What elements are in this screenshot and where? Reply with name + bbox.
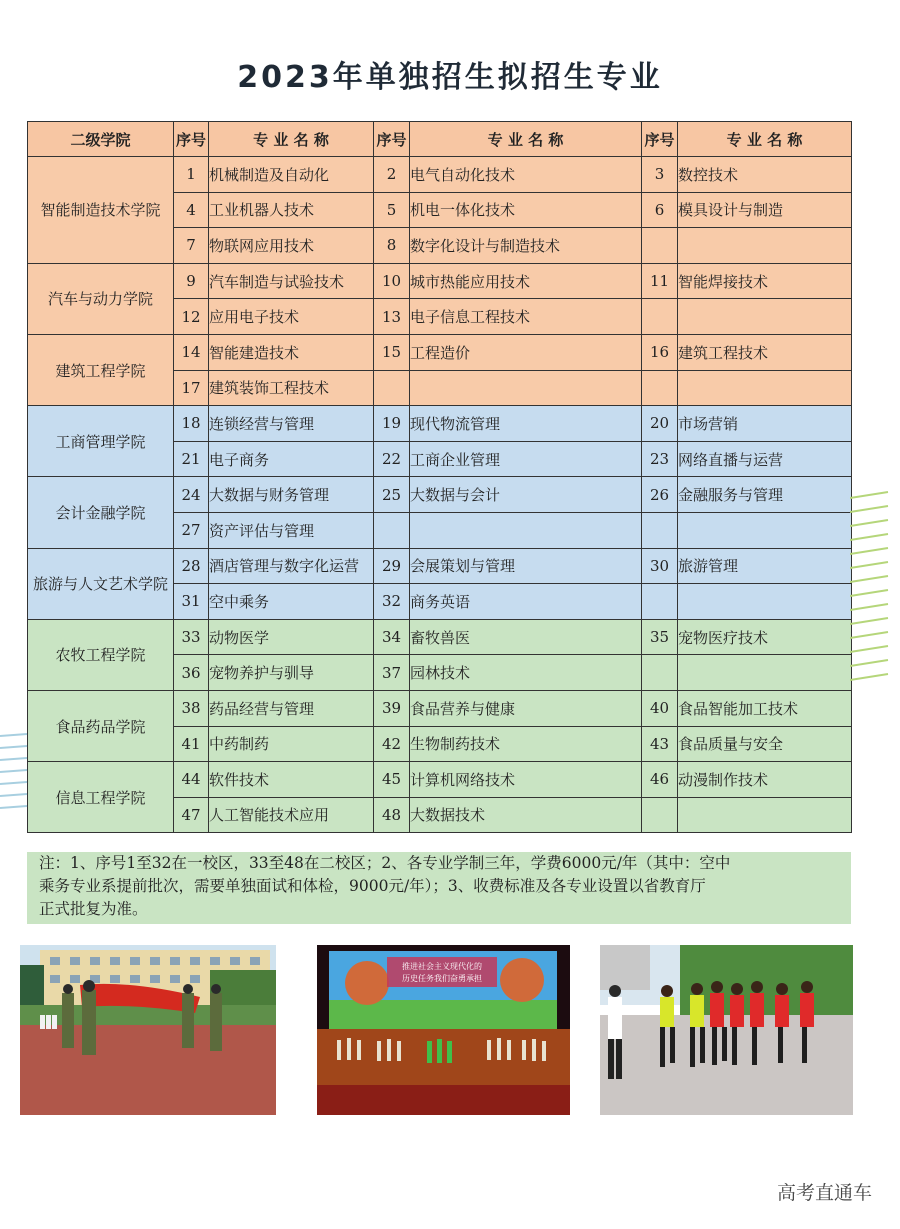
major-name-cell: 金融服务与管理	[678, 477, 852, 513]
college-cell: 智能制造技术学院	[28, 157, 174, 264]
table-row	[28, 334, 852, 370]
major-name-cell: 旅游管理	[678, 548, 852, 584]
header-college: 二级学院	[28, 122, 174, 157]
header-major-3: 专 业 名 称	[678, 122, 852, 157]
watermark: 高考直通车	[776, 1182, 872, 1204]
major-number-cell: 6	[642, 192, 678, 228]
major-number-cell: 36	[174, 655, 209, 691]
decorative-stripes-right	[850, 490, 890, 700]
major-number-cell: 4	[174, 192, 209, 228]
table-row	[28, 477, 852, 513]
major-name-cell: 食品智能加工技术	[678, 690, 852, 726]
major-name-cell	[678, 512, 852, 548]
major-name-cell	[678, 299, 852, 335]
major-name-cell: 生物制药技术	[410, 726, 642, 762]
major-name-cell: 中药制药	[209, 726, 374, 762]
stage-banner-line-2: 历史任务我们奋勇承担	[402, 974, 482, 983]
major-name-cell: 应用电子技术	[209, 299, 374, 335]
major-number-cell: 20	[642, 406, 678, 442]
table-row	[28, 548, 852, 584]
major-number-cell: 35	[642, 619, 678, 655]
major-name-cell	[678, 228, 852, 264]
major-name-cell: 畜牧兽医	[410, 619, 642, 655]
major-name-cell: 电子商务	[209, 441, 374, 477]
page-title: 2023年单独招生拟招生专业	[237, 60, 663, 95]
major-number-cell: 9	[174, 263, 209, 299]
major-number-cell: 12	[174, 299, 209, 335]
major-number-cell: 28	[174, 548, 209, 584]
major-number-cell: 38	[174, 690, 209, 726]
college-cell: 汽车与动力学院	[28, 263, 174, 334]
major-name-cell: 智能焊接技术	[678, 263, 852, 299]
major-number-cell: 3	[642, 157, 678, 193]
major-name-cell	[678, 584, 852, 620]
major-name-cell: 数字化设计与制造技术	[410, 228, 642, 264]
major-number-cell: 5	[374, 192, 410, 228]
major-number-cell	[642, 584, 678, 620]
major-number-cell: 22	[374, 441, 410, 477]
header-num-1: 序号	[174, 122, 209, 157]
major-name-cell: 宠物养护与驯导	[209, 655, 374, 691]
major-name-cell: 计算机网络技术	[410, 762, 642, 798]
stage-banner-line-1: 推进社会主义现代化的	[402, 962, 482, 971]
major-name-cell: 食品营养与健康	[410, 690, 642, 726]
major-number-cell	[642, 655, 678, 691]
major-name-cell: 模具设计与制造	[678, 192, 852, 228]
major-name-cell: 智能建造技术	[209, 334, 374, 370]
major-number-cell: 18	[174, 406, 209, 442]
major-name-cell: 空中乘务	[209, 584, 374, 620]
major-name-cell: 工商企业管理	[410, 441, 642, 477]
major-name-cell: 会展策划与管理	[410, 548, 642, 584]
college-cell: 工商管理学院	[28, 406, 174, 477]
major-number-cell	[642, 299, 678, 335]
major-name-cell: 汽车制造与试验技术	[209, 263, 374, 299]
major-number-cell: 7	[174, 228, 209, 264]
major-number-cell: 42	[374, 726, 410, 762]
major-number-cell: 2	[374, 157, 410, 193]
major-number-cell: 41	[174, 726, 209, 762]
major-name-cell: 市场营销	[678, 406, 852, 442]
major-name-cell: 城市热能应用技术	[410, 263, 642, 299]
college-cell: 食品药品学院	[28, 690, 174, 761]
major-number-cell: 25	[374, 477, 410, 513]
major-number-cell: 13	[374, 299, 410, 335]
major-name-cell: 食品质量与安全	[678, 726, 852, 762]
college-cell: 会计金融学院	[28, 477, 174, 548]
major-number-cell: 45	[374, 762, 410, 798]
major-name-cell: 大数据与财务管理	[209, 477, 374, 513]
major-number-cell: 32	[374, 584, 410, 620]
footnote	[27, 852, 851, 924]
major-number-cell: 11	[642, 263, 678, 299]
major-number-cell: 46	[642, 762, 678, 798]
major-number-cell: 30	[642, 548, 678, 584]
major-number-cell	[642, 797, 678, 833]
major-name-cell	[678, 797, 852, 833]
major-number-cell: 8	[374, 228, 410, 264]
major-number-cell	[642, 228, 678, 264]
major-number-cell: 17	[174, 370, 209, 406]
major-name-cell: 工程造价	[410, 334, 642, 370]
table-header-row	[28, 122, 852, 157]
major-number-cell: 34	[374, 619, 410, 655]
major-name-cell: 酒店管理与数字化运营	[209, 548, 374, 584]
major-name-cell: 机械制造及自动化	[209, 157, 374, 193]
footnote-line-3: 正式批复为准。	[39, 900, 148, 918]
major-number-cell: 44	[174, 762, 209, 798]
major-name-cell: 物联网应用技术	[209, 228, 374, 264]
major-name-cell: 网络直播与运营	[678, 441, 852, 477]
major-name-cell: 药品经营与管理	[209, 690, 374, 726]
major-name-cell: 商务英语	[410, 584, 642, 620]
major-name-cell	[410, 512, 642, 548]
major-name-cell: 大数据与会计	[410, 477, 642, 513]
table-row	[28, 690, 852, 726]
major-number-cell: 23	[642, 441, 678, 477]
major-number-cell	[642, 512, 678, 548]
major-name-cell	[410, 370, 642, 406]
major-name-cell: 工业机器人技术	[209, 192, 374, 228]
major-number-cell: 39	[374, 690, 410, 726]
major-name-cell: 资产评估与管理	[209, 512, 374, 548]
table-row	[28, 406, 852, 442]
major-name-cell: 电气自动化技术	[410, 157, 642, 193]
college-cell: 农牧工程学院	[28, 619, 174, 690]
decorative-stripes-left	[0, 730, 28, 820]
major-name-cell: 软件技术	[209, 762, 374, 798]
photo-stage-performance	[317, 945, 570, 1115]
major-number-cell: 47	[174, 797, 209, 833]
majors-table	[27, 121, 852, 833]
major-name-cell: 数控技术	[678, 157, 852, 193]
major-number-cell: 10	[374, 263, 410, 299]
major-number-cell: 29	[374, 548, 410, 584]
major-number-cell: 33	[174, 619, 209, 655]
major-number-cell: 21	[174, 441, 209, 477]
college-cell: 旅游与人文艺术学院	[28, 548, 174, 619]
major-number-cell: 16	[642, 334, 678, 370]
major-name-cell: 现代物流管理	[410, 406, 642, 442]
table-row	[28, 157, 852, 193]
major-name-cell: 动物医学	[209, 619, 374, 655]
major-name-cell: 连锁经营与管理	[209, 406, 374, 442]
major-number-cell: 26	[642, 477, 678, 513]
major-number-cell: 43	[642, 726, 678, 762]
major-name-cell: 宠物医疗技术	[678, 619, 852, 655]
major-name-cell: 建筑工程技术	[678, 334, 852, 370]
major-name-cell: 园林技术	[410, 655, 642, 691]
major-number-cell: 48	[374, 797, 410, 833]
college-cell: 建筑工程学院	[28, 334, 174, 405]
table-row	[28, 762, 852, 798]
major-number-cell: 14	[174, 334, 209, 370]
major-number-cell: 27	[174, 512, 209, 548]
header-num-2: 序号	[374, 122, 410, 157]
major-number-cell	[642, 370, 678, 406]
major-number-cell: 37	[374, 655, 410, 691]
photo-running-race	[600, 945, 853, 1115]
major-name-cell: 机电一体化技术	[410, 192, 642, 228]
major-name-cell	[678, 655, 852, 691]
major-name-cell: 电子信息工程技术	[410, 299, 642, 335]
major-number-cell: 24	[174, 477, 209, 513]
major-name-cell	[678, 370, 852, 406]
major-name-cell: 大数据技术	[410, 797, 642, 833]
footnote-line-2: 乘务专业系提前批次，需要单独面试和体检，9000元/年）；3、收费标准及各专业设置以省教育厅	[39, 877, 706, 895]
major-name-cell: 建筑装饰工程技术	[209, 370, 374, 406]
footnote-line-1: 注：1、序号1至32在一校区，33至48在二校区；2、各专业学制三年，学费6000元/年（其中：空中	[39, 854, 731, 872]
major-number-cell	[374, 512, 410, 548]
header-num-3: 序号	[642, 122, 678, 157]
college-cell: 信息工程学院	[28, 762, 174, 833]
major-name-cell: 动漫制作技术	[678, 762, 852, 798]
table-row	[28, 619, 852, 655]
photo-military-parade	[20, 945, 276, 1115]
major-name-cell: 人工智能技术应用	[209, 797, 374, 833]
header-major-1: 专 业 名 称	[209, 122, 374, 157]
major-number-cell: 40	[642, 690, 678, 726]
major-number-cell: 31	[174, 584, 209, 620]
major-number-cell	[374, 370, 410, 406]
header-major-2: 专 业 名 称	[410, 122, 642, 157]
major-number-cell: 19	[374, 406, 410, 442]
major-number-cell: 15	[374, 334, 410, 370]
majors-table-body	[28, 157, 852, 833]
table-row	[28, 263, 852, 299]
major-number-cell: 1	[174, 157, 209, 193]
